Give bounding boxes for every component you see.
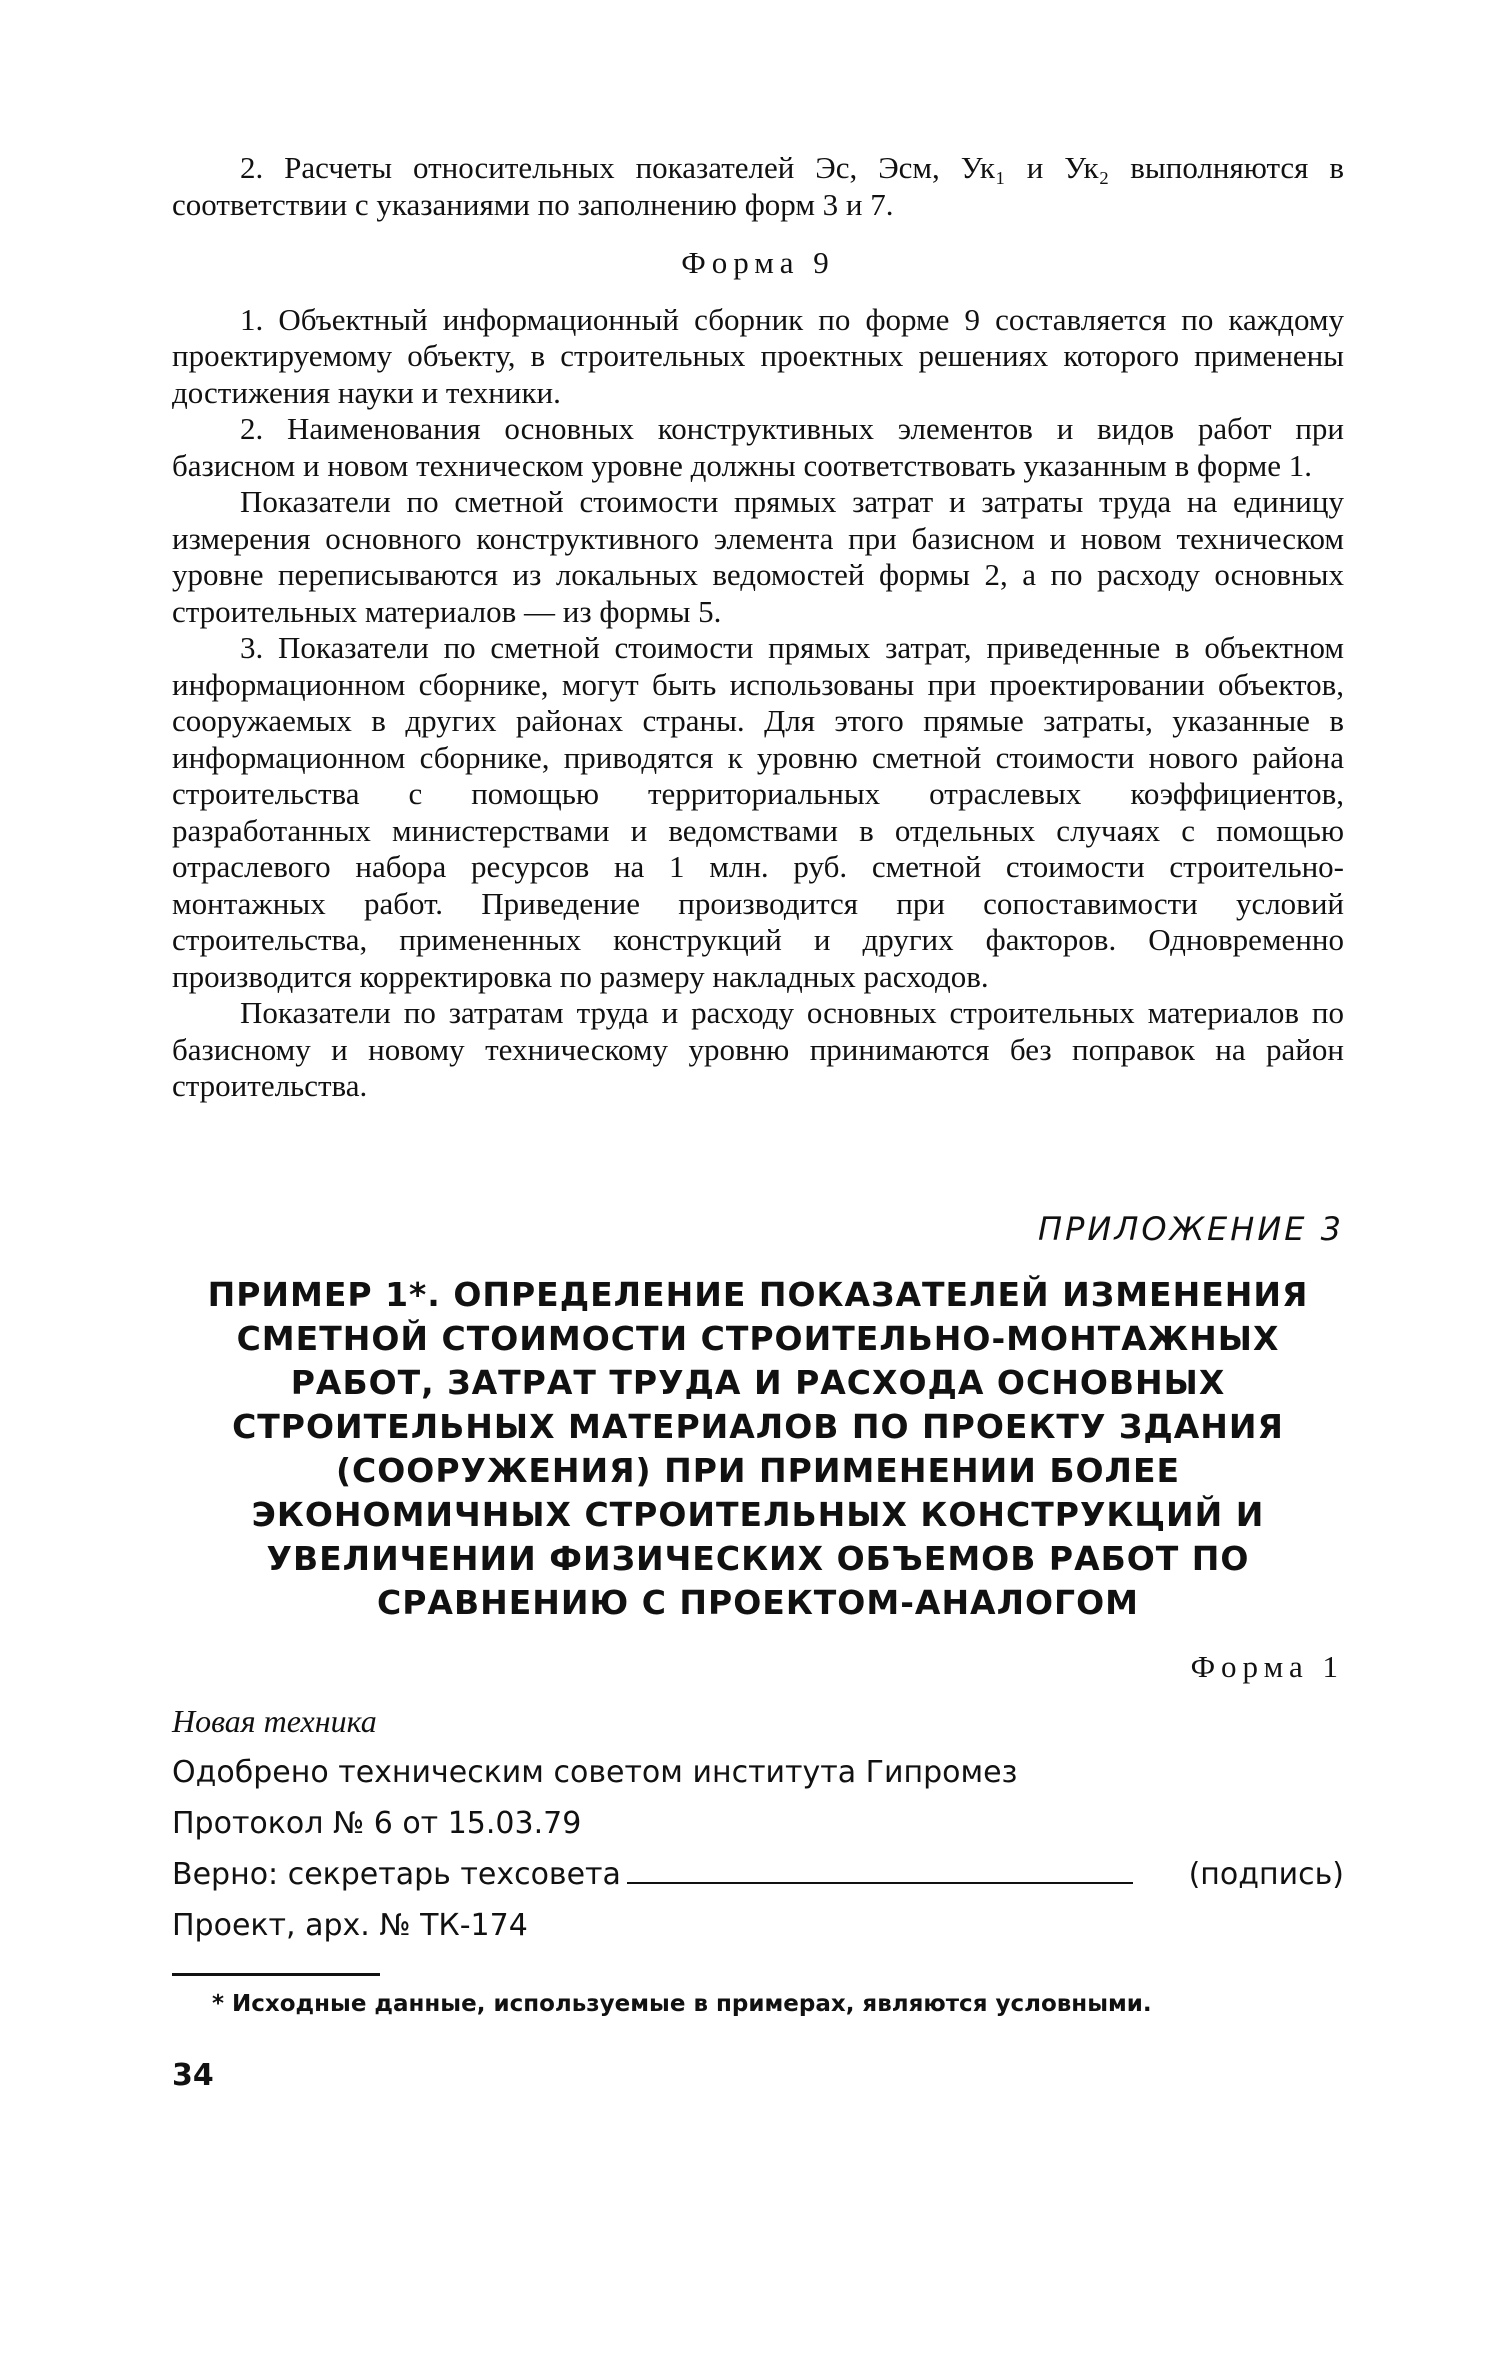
form1-title: Форма 1 — [1190, 1649, 1344, 1684]
page-number: 34 — [172, 2057, 214, 2093]
appendix-label: ПРИЛОЖЕНИЕ 3 — [1038, 1209, 1344, 1248]
form9-paragraph-3: Показатели по сметной стоимости прямых затрат и затраты труда на единицу измерения основного конструктивного элемента при базисном и новом техническом уровне переписываются из локальных ведомостей формы 2, а по расходу основных строительных материалов — из формы 5. — [172, 484, 1344, 629]
document-page — [172, 150, 1344, 2093]
new-tech-label: Новая техника — [172, 1702, 377, 1739]
form9-paragraph-5: Показатели по затратам труда и расходу основных строительных материалов по базисному и новому техническому уровню принимаются без поправок на район строительства. — [172, 995, 1344, 1103]
verified-label: Верно: секретарь техсовета — [172, 1856, 621, 1892]
footnote-divider — [172, 1973, 380, 1976]
form9-paragraph-2: 2. Наименования основных конструктивных элементов и видов работ при базисном и новом техническом уровне должны соответствовать указанным в форме 1. — [172, 411, 1344, 483]
signature-line — [627, 1852, 1133, 1884]
example-title: ПРИМЕР 1*. ОПРЕДЕЛЕНИЕ ПОКАЗАТЕЛЕЙ ИЗМЕНЕНИЯ СМЕТНОЙ СТОИМОСТИ СТРОИТЕЛЬНО-МОНТАЖНЫХ РАБОТ, ЗАТРАТ ТРУДА И РАСХОДА ОСНОВНЫХ СТРОИТЕЛЬНЫХ МАТЕРИАЛОВ ПО ПРОЕКТУ ЗДАНИЯ (СООРУЖЕНИЯ) ПРИ ПРИМЕНЕНИИ БОЛЕЕ ЭКОНОМИЧНЫХ СТРОИТЕЛЬНЫХ КОНСТРУКЦИЙ И УВЕЛИЧЕНИИ ФИЗИЧЕСКИХ ОБЪЕМОВ РАБОТ ПО СРАВНЕНИЮ С ПРОЕКТОМ-АНАЛОГОМ — [207, 1275, 1309, 1622]
approval-block — [172, 1696, 1344, 1951]
project-line: Проект, арх. № ТК-174 — [172, 1907, 528, 1943]
footnote: * Исходные данные, используемые в примерах, являются условными. — [212, 1990, 1152, 2017]
form9-paragraph-1: 1. Объектный информационный сборник по форме 9 составляется по каждому проектируемому объекту, в строительных проектных решениях которого применены достижения науки и техники. — [172, 301, 1344, 410]
paragraph-relative-indicators: 2. Расчеты относительных показателей Эс, Эсм, Ук₁ и Ук₂ выполняются в соответствии с указаниями по заполнению форм 3 и 7. — [172, 150, 1344, 222]
signature-hint: (подпись) — [1188, 1856, 1344, 1892]
verified-row — [172, 1849, 1344, 1900]
form9-title: Форма 9 — [681, 245, 835, 280]
protocol-line: Протокол № 6 от 15.03.79 — [172, 1805, 582, 1841]
approved-line: Одобрено техническим советом института Гипромез — [172, 1754, 1018, 1790]
form9-paragraph-4: 3. Показатели по сметной стоимости прямых затрат, приведенные в объектном информационном сборнике, могут быть использованы при проектировании объектов, сооружаемых в других районах страны. Для этого прямые затраты, указанные в информационном сборнике, приводятся к уровню сметной стоимости нового района строительства с помощью территориальных отраслевых коэффициентов, разработанных министерствами и ведомствами в отдельных случаях с помощью отраслевого набора ресурсов на 1 млн. руб. сметной стоимости строительно-монтажных работ. Приведение производится при сопоставимости условий строительства, примененных конструкций и других факторов. Одновременно производится корректировка по размеру накладных расходов. — [172, 630, 1344, 994]
